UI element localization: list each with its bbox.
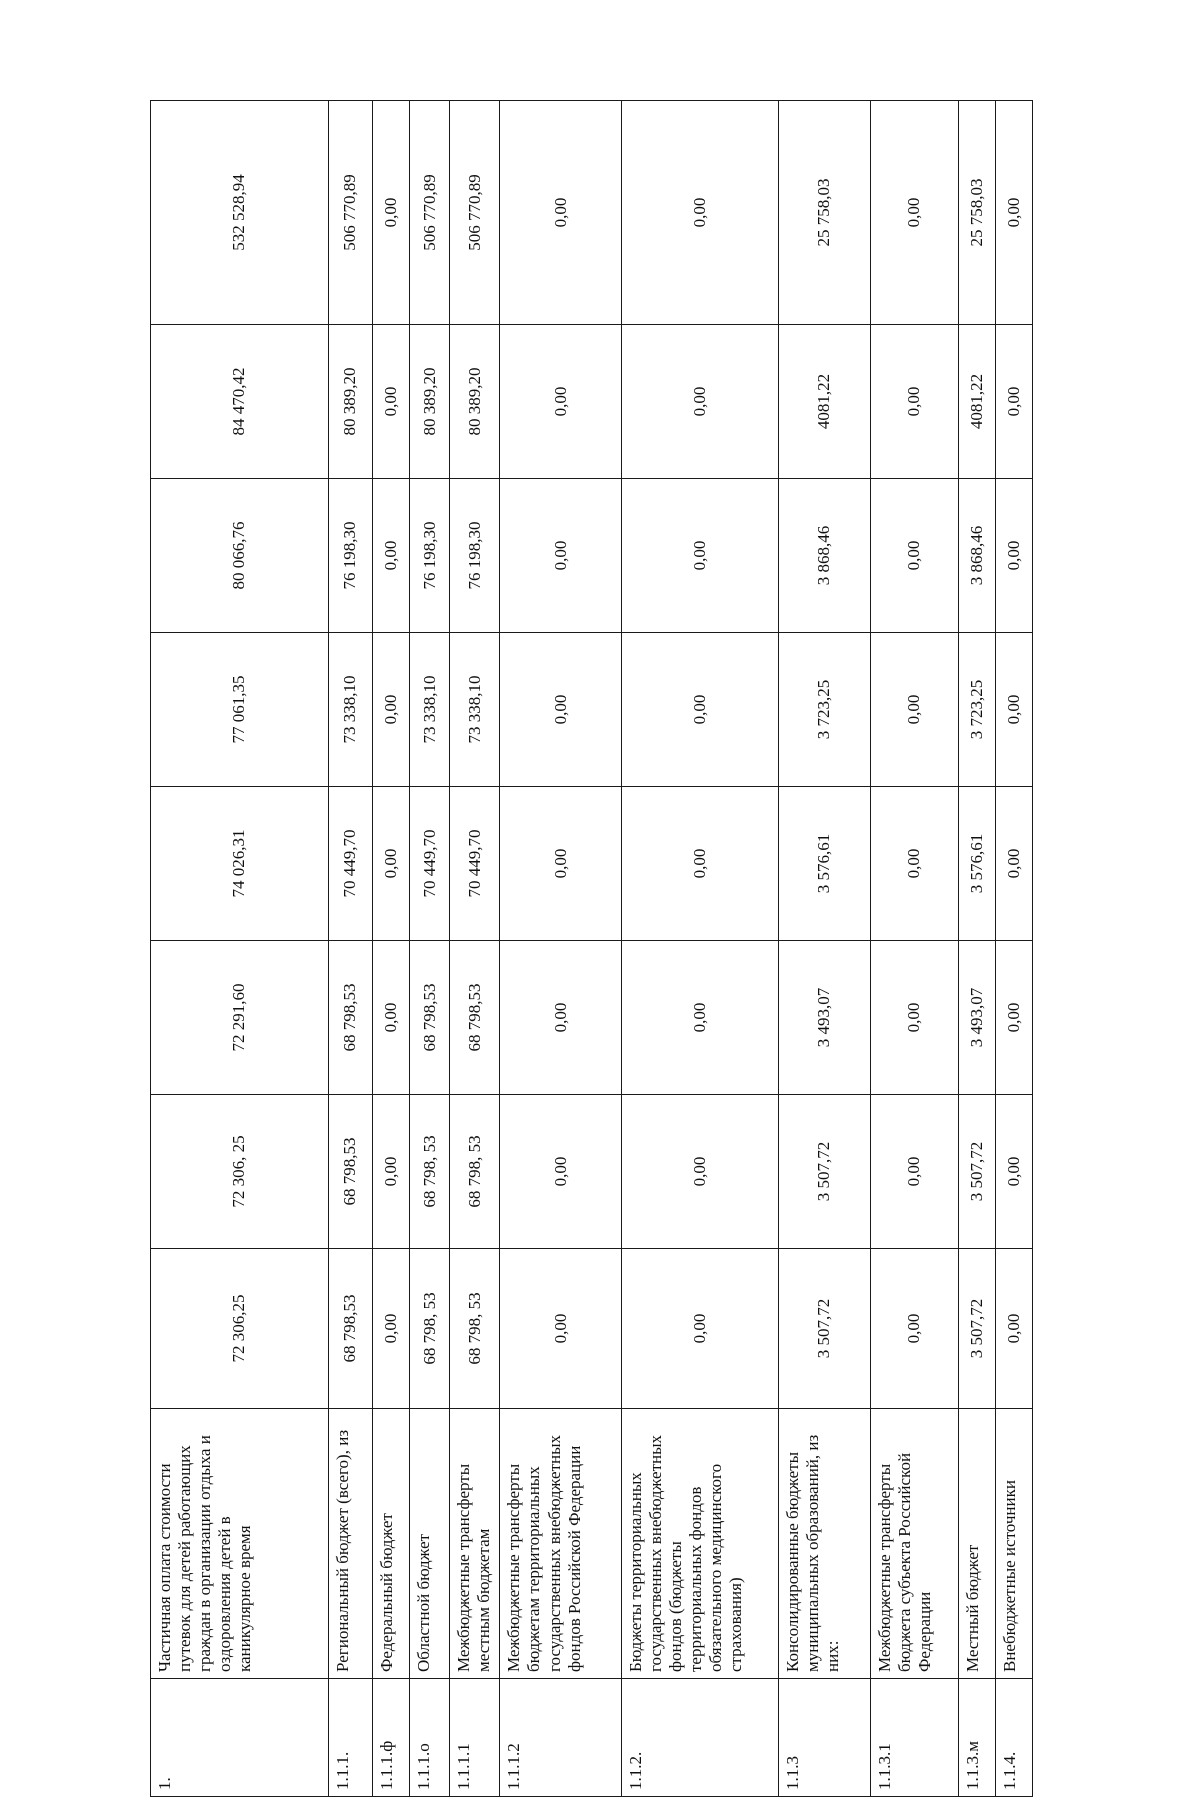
row-value-cell: 68 798,53 — [450, 941, 500, 1095]
row-value-cell: 68 798, 53 — [410, 1249, 450, 1409]
row-value-cell: 77 061,35 — [151, 633, 329, 787]
row-value-cell: 0,00 — [500, 633, 621, 787]
row-value-cell: 0,00 — [870, 941, 958, 1095]
row-value-cell: 0,00 — [996, 1095, 1033, 1249]
row-value-cell: 74 026,31 — [151, 787, 329, 941]
row-value-cell: 72 306, 25 — [151, 1095, 329, 1249]
row-value-cell: 0,00 — [996, 941, 1033, 1095]
row-value-cell: 0,00 — [996, 787, 1033, 941]
row-value-cell: 0,00 — [621, 941, 778, 1095]
row-value-cell: 68 798,53 — [328, 1095, 372, 1249]
row-value-cell: 3 507,72 — [958, 1095, 996, 1249]
row-total-cell: 0,00 — [996, 101, 1033, 325]
row-value-cell: 76 198,30 — [410, 479, 450, 633]
row-value-cell: 0,00 — [870, 1249, 958, 1409]
table-row — [410, 101, 450, 1797]
row-value-cell: 4081,22 — [778, 325, 870, 479]
table-row — [372, 101, 410, 1797]
row-value-cell: 73 338,10 — [410, 633, 450, 787]
row-value-cell: 0,00 — [372, 1249, 410, 1409]
row-value-cell: 70 449,70 — [410, 787, 450, 941]
row-name-cell: Федеральный бюджет — [372, 1409, 410, 1679]
row-name-cell: Бюджеты территориальных государственных внебюджетных фондов (бюджеты территориальных фондов обязательного медицинского страхования) — [621, 1409, 778, 1679]
row-value-cell: 68 798, 53 — [410, 1095, 450, 1249]
row-value-cell: 3 493,07 — [778, 941, 870, 1095]
row-value-cell: 80 066,76 — [151, 479, 329, 633]
row-value-cell: 3 868,46 — [958, 479, 996, 633]
row-value-cell: 4081,22 — [958, 325, 996, 479]
row-value-cell: 0,00 — [996, 479, 1033, 633]
row-code-cell: 1.1.3.м — [958, 1679, 996, 1797]
row-value-cell: 0,00 — [500, 787, 621, 941]
row-value-cell: 0,00 — [996, 325, 1033, 479]
row-value-cell: 3 868,46 — [778, 479, 870, 633]
row-total-cell: 506 770,89 — [328, 101, 372, 325]
row-value-cell: 0,00 — [996, 633, 1033, 787]
row-name-cell: Межбюджетные трансферты бюджета субъекта Российской Федерации — [870, 1409, 958, 1679]
row-value-cell: 0,00 — [372, 941, 410, 1095]
row-total-cell: 506 770,89 — [410, 101, 450, 325]
row-value-cell: 0,00 — [621, 1095, 778, 1249]
row-name-cell: Консолидированные бюджеты муниципальных образований, из них: — [778, 1409, 870, 1679]
row-name-cell: Региональный бюджет (всего), из — [328, 1409, 372, 1679]
row-value-cell: 0,00 — [870, 1095, 958, 1249]
row-value-cell: 0,00 — [621, 479, 778, 633]
row-value-cell: 0,00 — [870, 633, 958, 787]
row-code-cell: 1.1.3.1 — [870, 1679, 958, 1797]
row-total-cell: 0,00 — [372, 101, 410, 325]
row-value-cell: 3 507,72 — [778, 1095, 870, 1249]
row-code-cell: 1.1.4. — [996, 1679, 1033, 1797]
row-total-cell: 25 758,03 — [958, 101, 996, 325]
row-value-cell: 73 338,10 — [450, 633, 500, 787]
row-value-cell: 0,00 — [500, 941, 621, 1095]
row-value-cell: 3 723,25 — [778, 633, 870, 787]
row-name-cell: Областной бюджет — [410, 1409, 450, 1679]
table-row — [621, 101, 778, 1797]
row-code-cell: 1.1.1.ф — [372, 1679, 410, 1797]
row-value-cell: 68 798,53 — [328, 1249, 372, 1409]
row-value-cell: 76 198,30 — [328, 479, 372, 633]
row-value-cell: 0,00 — [372, 787, 410, 941]
row-value-cell: 0,00 — [500, 479, 621, 633]
table-row — [500, 101, 621, 1797]
table-row — [958, 101, 996, 1797]
row-value-cell: 3 507,72 — [958, 1249, 996, 1409]
table-row — [870, 101, 958, 1797]
row-value-cell: 0,00 — [621, 325, 778, 479]
table-row — [328, 101, 372, 1797]
row-total-cell: 506 770,89 — [450, 101, 500, 325]
row-code-cell: 1.1.1. — [328, 1679, 372, 1797]
row-total-cell: 532 528,94 — [151, 101, 329, 325]
row-code-cell: 1.1.1.2 — [500, 1679, 621, 1797]
row-value-cell: 73 338,10 — [328, 633, 372, 787]
row-value-cell: 3 507,72 — [778, 1249, 870, 1409]
row-value-cell: 68 798, 53 — [450, 1095, 500, 1249]
row-value-cell: 68 798,53 — [410, 941, 450, 1095]
row-value-cell: 0,00 — [996, 1249, 1033, 1409]
row-value-cell: 70 449,70 — [450, 787, 500, 941]
row-code-cell: 1.1.2. — [621, 1679, 778, 1797]
row-value-cell: 0,00 — [372, 633, 410, 787]
row-value-cell: 3 723,25 — [958, 633, 996, 787]
row-value-cell: 72 306,25 — [151, 1249, 329, 1409]
row-value-cell: 84 470,42 — [151, 325, 329, 479]
row-name-cell: Частичная оплата стоимости путевок для детей работающих граждан в организации отдыха и оздоровления детей в каникулярное время — [151, 1409, 329, 1679]
table-body — [151, 101, 1033, 1797]
row-value-cell: 3 493,07 — [958, 941, 996, 1095]
row-total-cell: 0,00 — [870, 101, 958, 325]
row-name-cell: Межбюджетные трансферты бюджетам территориальных государственных внебюджетных фондов Российской Федерации — [500, 1409, 621, 1679]
row-value-cell: 80 389,20 — [328, 325, 372, 479]
table-row — [151, 101, 329, 1797]
row-value-cell: 0,00 — [372, 1095, 410, 1249]
row-value-cell: 72 291,60 — [151, 941, 329, 1095]
row-value-cell: 0,00 — [500, 325, 621, 479]
row-value-cell: 68 798,53 — [328, 941, 372, 1095]
row-code-cell: 1.1.1.о — [410, 1679, 450, 1797]
row-value-cell: 0,00 — [621, 787, 778, 941]
rotated-document-sheet — [150, 101, 1033, 1797]
table-row — [996, 101, 1033, 1797]
row-code-cell: 1. — [151, 1679, 329, 1797]
row-code-cell: 1.1.1.1 — [450, 1679, 500, 1797]
row-name-cell: Местный бюджет — [958, 1409, 996, 1679]
table-row — [450, 101, 500, 1797]
row-value-cell: 0,00 — [500, 1095, 621, 1249]
row-value-cell: 0,00 — [870, 325, 958, 479]
row-name-cell: Внебюджетные источники — [996, 1409, 1033, 1679]
row-value-cell: 80 389,20 — [450, 325, 500, 479]
row-total-cell: 0,00 — [500, 101, 621, 325]
row-value-cell: 3 576,61 — [778, 787, 870, 941]
row-value-cell: 3 576,61 — [958, 787, 996, 941]
row-value-cell: 0,00 — [870, 479, 958, 633]
row-total-cell: 0,00 — [621, 101, 778, 325]
row-value-cell: 0,00 — [372, 325, 410, 479]
row-value-cell: 0,00 — [870, 787, 958, 941]
budget-financing-table — [150, 100, 1033, 1797]
row-code-cell: 1.1.3 — [778, 1679, 870, 1797]
row-value-cell: 0,00 — [621, 633, 778, 787]
row-value-cell: 70 449,70 — [328, 787, 372, 941]
row-value-cell: 0,00 — [621, 1249, 778, 1409]
row-name-cell: Межбюджетные трансферты местным бюджетам — [450, 1409, 500, 1679]
table-row — [778, 101, 870, 1797]
row-value-cell: 0,00 — [372, 479, 410, 633]
row-value-cell: 68 798, 53 — [450, 1249, 500, 1409]
row-value-cell: 0,00 — [500, 1249, 621, 1409]
row-total-cell: 25 758,03 — [778, 101, 870, 325]
row-value-cell: 76 198,30 — [450, 479, 500, 633]
row-value-cell: 80 389,20 — [410, 325, 450, 479]
